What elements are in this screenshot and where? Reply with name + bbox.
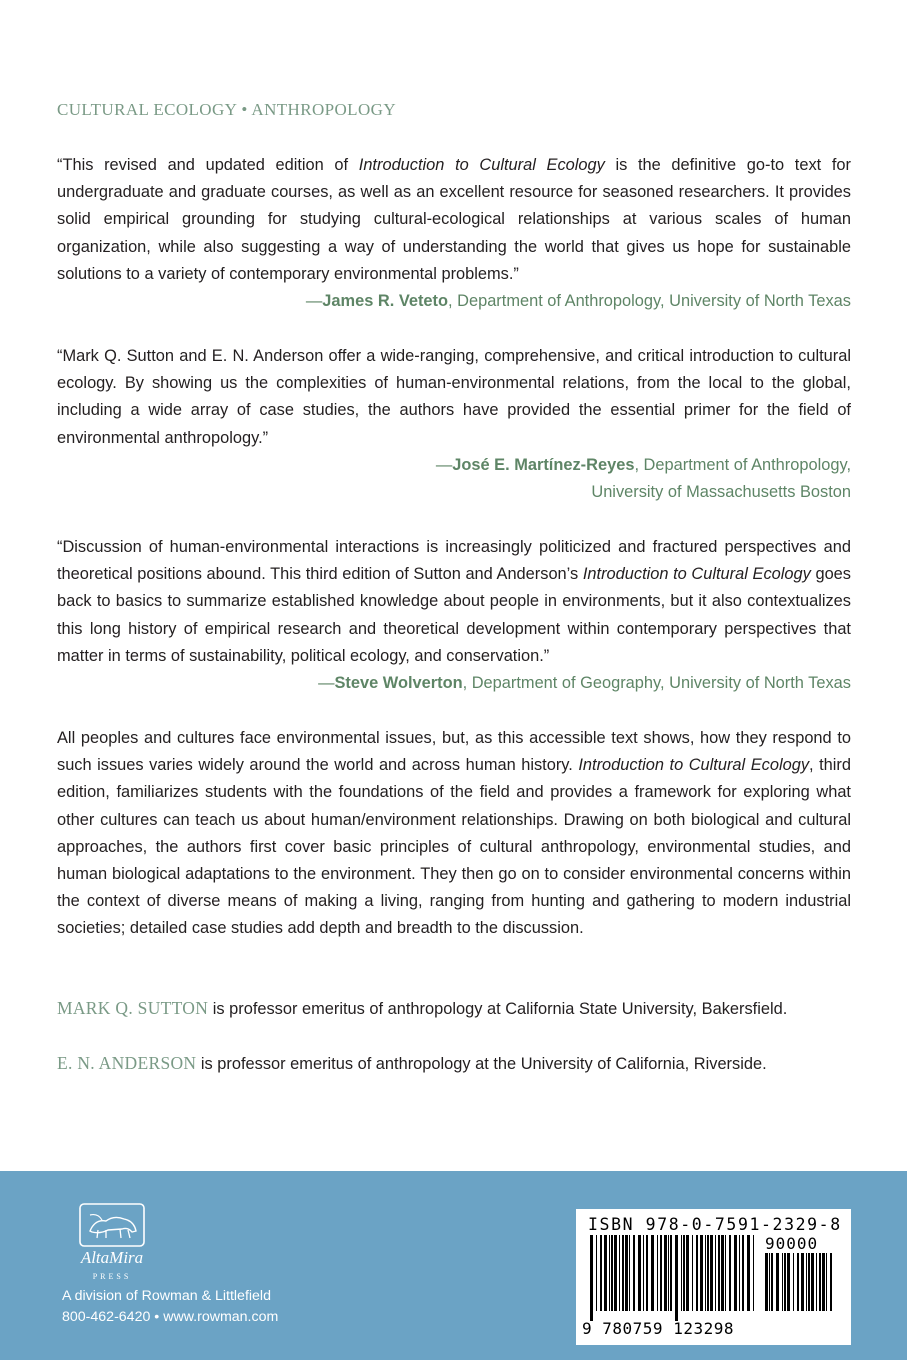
publisher-contact: 800-462-6420 • www.rowman.com: [62, 1309, 279, 1325]
logo-subtext: PRESS: [92, 1272, 132, 1281]
author-bio: is professor emeritus of anthropology at the University of California, Riverside.: [196, 1055, 767, 1073]
logo-wordmark: AltaMira: [80, 1248, 144, 1267]
quote-author: Steve Wolverton: [334, 674, 463, 693]
ean-barcode-bars: [590, 1235, 758, 1321]
quote-text: “Mark Q. Sutton and E. N. Anderson offer a wide-ranging, comprehensive, and critical introduction to cultural ecology. By showing us the complexities of human-environmental relations, from the local to the global, including a wide array of case studies, the authors have provided the essential primer for the field of environmental anthropology.”: [57, 347, 851, 447]
quote-attribution: —Steve Wolverton, Department of Geography, University of North Texas: [318, 674, 851, 693]
quote-martinez-reyes: [57, 343, 851, 506]
publisher-footer: [0, 1171, 907, 1360]
quote-veteto: [57, 152, 851, 315]
author-bio-anderson: [57, 1053, 851, 1074]
author-name: E. N. ANDERSON: [57, 1053, 197, 1073]
book-title: Introduction to Cultural Ecology: [582, 565, 811, 584]
quote-wolverton: [57, 534, 851, 697]
quote-author: José E. Martínez-Reyes: [452, 455, 635, 474]
quote-author: James R. Veteto: [322, 292, 449, 311]
publisher-info: [62, 1286, 278, 1328]
quote-text: “Discussion of human-environmental interactions is increasingly politicized and fractured perspectives and theoretical positions abound. This third edition of Sutton and Anderson’s Introduction to Cultural Ecology goes back to basics to summarize established knowledge about people in environments, but it also contextualizes this long history of empirical research and theoretical development within contemporary perspectives that matter in terms of sustainability, political ecology, and conservation.”: [57, 538, 851, 665]
publisher-division: A division of Rowman & Littlefield: [62, 1288, 271, 1304]
altamira-press-logo: [62, 1201, 162, 1283]
author-bio: is professor emeritus of anthropology at California State University, Bakersfield.: [208, 1000, 788, 1018]
book-title: Introduction to Cultural Ecology: [578, 756, 810, 775]
category-label: CULTURAL ECOLOGY • ANTHROPOLOGY: [57, 100, 396, 119]
quote-attribution-cont: University of Massachusetts Boston: [591, 483, 851, 502]
isbn-barcode: [576, 1209, 851, 1345]
isbn-label: ISBN 978-0-7591-2329-8: [588, 1215, 842, 1234]
author-bio-sutton: [57, 998, 851, 1019]
book-description: All peoples and cultures face environmental issues, but, as this accessible text shows, how they respond to such issues varies widely around the world and across human history. Introduction to Cultural Ecology, third edition, familiarizes students with the foundations of the field and provides a framework for exploring what other cultures can teach us about human/environment relationships. Drawing on both biological and cultural approaches, the authors first cover basic principles of cultural anthropology, environmental studies, and human biological adaptations to the environment. They then go on to consider environmental concerns within the context of diverse means of making a living, ranging from hunting and gathering to modern industrial societies; detailed case studies add depth and breadth to the discussion.: [57, 729, 851, 938]
addon-barcode-bars: [765, 1253, 835, 1321]
isbn-addon-digits: 90000: [765, 1234, 819, 1253]
quote-attribution: —James R. Veteto, Department of Anthropology, University of North Texas: [305, 292, 851, 311]
quote-text: “This revised and updated edition of Introduction to Cultural Ecology is the definitive go-to text for undergraduate and graduate courses, as well as an excellent resource for seasoned researchers. It provides solid empirical grounding for studying cultural-ecological relationships at various scales of human organization, while also suggesting a way of understanding the world that gives us hope for sustainable solutions to a variety of contemporary environmental problems.”: [57, 156, 851, 283]
isbn-digits: 9 780759 123298: [582, 1319, 734, 1338]
author-name: MARK Q. SUTTON: [57, 998, 209, 1018]
book-title: Introduction to Cultural Ecology: [358, 156, 605, 174]
quote-attribution: —José E. Martínez-Reyes, Department of Anthropology,: [435, 455, 851, 474]
